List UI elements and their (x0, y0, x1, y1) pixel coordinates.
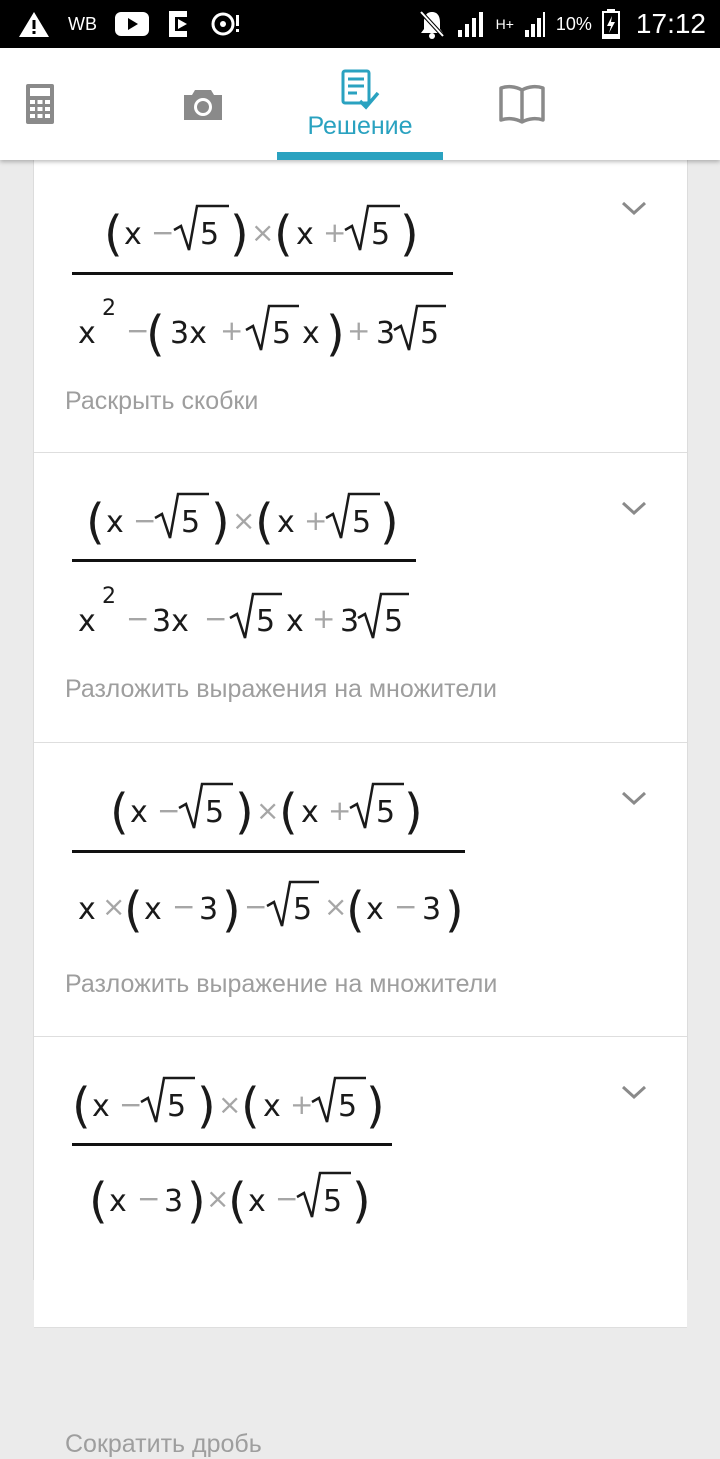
var-x: x (366, 892, 384, 927)
plus-op: + (347, 314, 371, 347)
paren: ) (445, 882, 464, 938)
var-x: x (124, 217, 142, 252)
step-2-description: Разложить выражения на множители (65, 675, 497, 703)
num-5: 5 (352, 505, 372, 540)
var-x: x (109, 1184, 127, 1219)
var-x: x (130, 795, 148, 830)
tab-calculator[interactable] (0, 48, 80, 160)
notifications-off-icon (418, 9, 446, 39)
times-op: × (324, 890, 348, 923)
times-op: × (232, 504, 256, 537)
top-toolbar (0, 48, 720, 160)
paren: ) (352, 1173, 371, 1229)
paren: ( (89, 1173, 108, 1229)
tab-book[interactable] (482, 48, 562, 160)
fraction-bar (72, 850, 465, 853)
paren: ) (211, 494, 230, 550)
paren: ) (222, 882, 241, 938)
camera-icon (182, 87, 224, 121)
fraction-bar (72, 1143, 392, 1146)
paren: ) (404, 784, 423, 840)
step-1-description: Раскрыть скобки (65, 387, 259, 415)
network-type: H+ (495, 16, 514, 32)
chevron-down-icon[interactable] (619, 1082, 649, 1102)
exponent-2: 2 (102, 296, 116, 321)
chevron-down-icon[interactable] (619, 198, 649, 218)
minus-op: − (275, 1182, 299, 1215)
sync-icon (211, 11, 241, 37)
paren: ( (255, 494, 274, 550)
paren: ( (241, 1078, 260, 1134)
num-5: 5 (371, 217, 391, 252)
paren: ) (230, 206, 249, 262)
tab-camera[interactable] (163, 48, 243, 160)
times-op: × (218, 1088, 242, 1121)
paren: ) (326, 306, 345, 362)
paren: ( (86, 494, 105, 550)
battery-percent: 10% (555, 13, 592, 34)
chevron-down-icon[interactable] (619, 788, 649, 808)
paren: ( (279, 784, 298, 840)
battery-charging-icon (602, 9, 620, 39)
paren: ( (274, 206, 293, 262)
minus-op: − (204, 602, 228, 635)
signal-icon (456, 10, 486, 38)
tab-solution[interactable] (277, 48, 443, 160)
minus-op: − (137, 1182, 161, 1215)
plus-op: + (290, 1088, 314, 1121)
plus-op: + (328, 794, 352, 827)
num-5: 5 (205, 795, 225, 830)
num-5: 5 (181, 505, 201, 540)
var-x: x (302, 316, 320, 351)
minus-op: − (133, 504, 157, 537)
step-1-formula (34, 160, 494, 370)
var-x: x (263, 1089, 281, 1124)
minus-op: − (126, 314, 150, 347)
num-5: 5 (200, 217, 220, 252)
minus-op: − (126, 602, 150, 635)
term-3x: 3x (170, 316, 207, 351)
minus-op: − (157, 794, 181, 827)
num-3: 3 (340, 604, 360, 639)
num-5: 5 (338, 1089, 358, 1124)
num-5: 5 (167, 1089, 187, 1124)
times-op: × (206, 1182, 230, 1215)
plus-op: + (304, 504, 328, 537)
num-3: 3 (164, 1184, 184, 1219)
paren: ( (124, 882, 143, 938)
paren: ) (366, 1078, 385, 1134)
step-4-formula (34, 1037, 494, 1257)
num-5: 5 (256, 604, 276, 639)
paren: ( (228, 1173, 247, 1229)
paren: ) (197, 1078, 216, 1134)
carrier-label: WB (68, 13, 97, 34)
var-x: x (92, 1089, 110, 1124)
minus-op: − (394, 890, 418, 923)
plus-op: + (323, 216, 347, 249)
youtube-icon (115, 12, 149, 36)
paren: ) (400, 206, 419, 262)
warning-icon (18, 10, 50, 38)
num-5: 5 (272, 316, 292, 351)
num-5: 5 (323, 1184, 343, 1219)
num-5: 5 (376, 795, 396, 830)
book-icon (499, 84, 545, 124)
paren: ) (380, 494, 399, 550)
status-bar (0, 0, 720, 48)
paren: ) (187, 1173, 206, 1229)
var-x: x (78, 316, 96, 351)
step-4-description: Сократить дробь (65, 1430, 262, 1458)
times-op: × (102, 890, 126, 923)
solution-step-2[interactable] (34, 453, 687, 743)
var-x: x (301, 795, 319, 830)
var-x: x (286, 604, 304, 639)
paren: ( (72, 1078, 91, 1134)
times-op: × (256, 794, 280, 827)
calculator-icon (26, 84, 54, 124)
var-x: x (296, 217, 314, 252)
clock: 17:12 (635, 8, 706, 39)
solution-icon (339, 68, 381, 110)
tab-solution-label: Решение (307, 111, 413, 140)
exponent-2: 2 (102, 584, 116, 609)
step-2-formula (34, 453, 494, 663)
times-op: × (251, 216, 275, 249)
solution-step-3[interactable] (34, 743, 687, 1037)
num-3: 3 (422, 892, 442, 927)
num-5: 5 (384, 604, 404, 639)
active-tab-indicator (277, 152, 443, 160)
term-3x: 3x (152, 604, 189, 639)
num-5: 5 (293, 892, 313, 927)
signal-icon-2 (524, 10, 546, 38)
minus-op: − (119, 1088, 143, 1121)
app-icon (167, 9, 193, 39)
paren: ( (146, 306, 165, 362)
fraction-bar (72, 272, 453, 275)
paren: ( (104, 206, 123, 262)
plus-op: + (220, 314, 244, 347)
paren: ) (235, 784, 254, 840)
minus-op: − (151, 216, 175, 249)
step-3-description: Разложить выражение на множители (65, 970, 498, 998)
var-x: x (106, 505, 124, 540)
fraction-bar (72, 559, 416, 562)
solution-step-1[interactable] (34, 160, 687, 453)
var-x: x (144, 892, 162, 927)
solution-step-4[interactable] (34, 1037, 687, 1458)
num-5: 5 (420, 316, 440, 351)
num-3: 3 (199, 892, 219, 927)
var-x: x (78, 604, 96, 639)
chevron-down-icon[interactable] (619, 498, 649, 518)
paren: ( (346, 882, 365, 938)
var-x: x (277, 505, 295, 540)
plus-op: + (312, 602, 336, 635)
var-x: x (248, 1184, 266, 1219)
minus-op: − (244, 890, 268, 923)
solution-steps-list (33, 160, 688, 1458)
var-x: x (78, 892, 96, 927)
num-3: 3 (376, 316, 396, 351)
minus-op: − (172, 890, 196, 923)
paren: ( (110, 784, 129, 840)
step-3-formula (34, 743, 494, 953)
